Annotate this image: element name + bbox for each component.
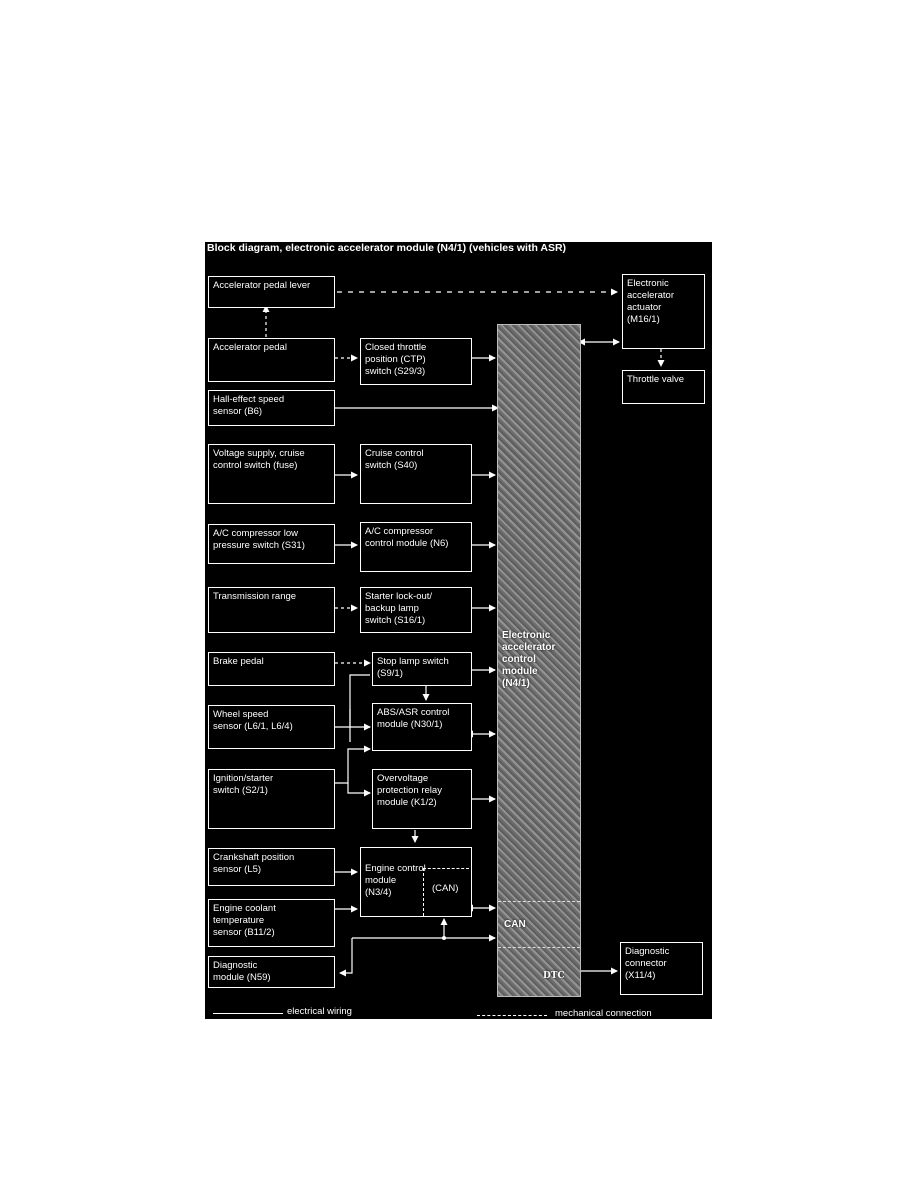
legend-mechanical-line: [477, 1015, 547, 1016]
ecm-can-section: [423, 868, 469, 916]
brake-pedal-box: Brake pedal: [208, 652, 335, 686]
hall-speed-sensor-box: Hall-effect speed sensor (B6): [208, 390, 335, 426]
legend-mechanical-label: mechanical connection: [555, 1008, 652, 1019]
ac-control-module-box: A/C compressor control module (N6): [360, 522, 472, 572]
electronic-accelerator-control-module: [497, 324, 581, 997]
legend-electrical-line: [213, 1013, 283, 1014]
can-label: CAN: [504, 919, 526, 930]
legend-electrical-label: electrical wiring: [287, 1006, 352, 1017]
dtc-label: DTC: [543, 971, 565, 981]
wheel-speed-sensor-box: Wheel speed sensor (L6/1, L6/4): [208, 705, 335, 749]
dtc-separator: [498, 947, 580, 948]
ac-low-pressure-switch-box: A/C compressor low pressure switch (S31): [208, 524, 335, 564]
accelerator-pedal-box: Accelerator pedal: [208, 338, 335, 382]
module-label: Electronic accelerator control module (N4/1): [502, 630, 556, 689]
ecm-label: Engine control module (N3/4): [365, 863, 426, 898]
throttle-valve-box: Throttle valve: [622, 370, 705, 404]
coolant-temp-sensor-box: Engine coolant temperature sensor (B11/2): [208, 899, 335, 947]
starter-lockout-switch-box: Starter lock-out/ backup lamp switch (S16/1): [360, 587, 472, 633]
voltage-supply-box: Voltage supply, cruise control switch (fuse): [208, 444, 335, 504]
ecm-can-label: (CAN): [432, 883, 459, 894]
diagnostic-module-box: Diagnostic module (N59): [208, 956, 335, 988]
abs-asr-control-module-box: ABS/ASR control module (N30/1): [372, 703, 472, 751]
overvoltage-relay-module-box: Overvoltage protection relay module (K1/2): [372, 769, 472, 829]
can-separator: [498, 901, 580, 902]
crankshaft-position-sensor-box: Crankshaft position sensor (L5): [208, 848, 335, 886]
block-diagram: [205, 242, 712, 1019]
diagnostic-connector-box: Diagnostic connector (X11/4): [620, 942, 703, 995]
cruise-control-switch-box: Cruise control switch (S40): [360, 444, 472, 504]
diagram-title: Block diagram, electronic accelerator module (N4/1) (vehicles with ASR): [207, 242, 567, 254]
ctp-switch-box: Closed throttle position (CTP) switch (S29/3): [360, 338, 472, 385]
stop-lamp-switch-box: Stop lamp switch (S9/1): [372, 652, 472, 686]
transmission-range-box: Transmission range: [208, 587, 335, 633]
ignition-starter-switch-box: Ignition/starter switch (S2/1): [208, 769, 335, 829]
engine-control-module-box: [360, 847, 472, 917]
accelerator-pedal-lever-box: Accelerator pedal lever: [208, 276, 335, 308]
electronic-accelerator-actuator-box: Electronic accelerator actuator (M16/1): [622, 274, 705, 349]
